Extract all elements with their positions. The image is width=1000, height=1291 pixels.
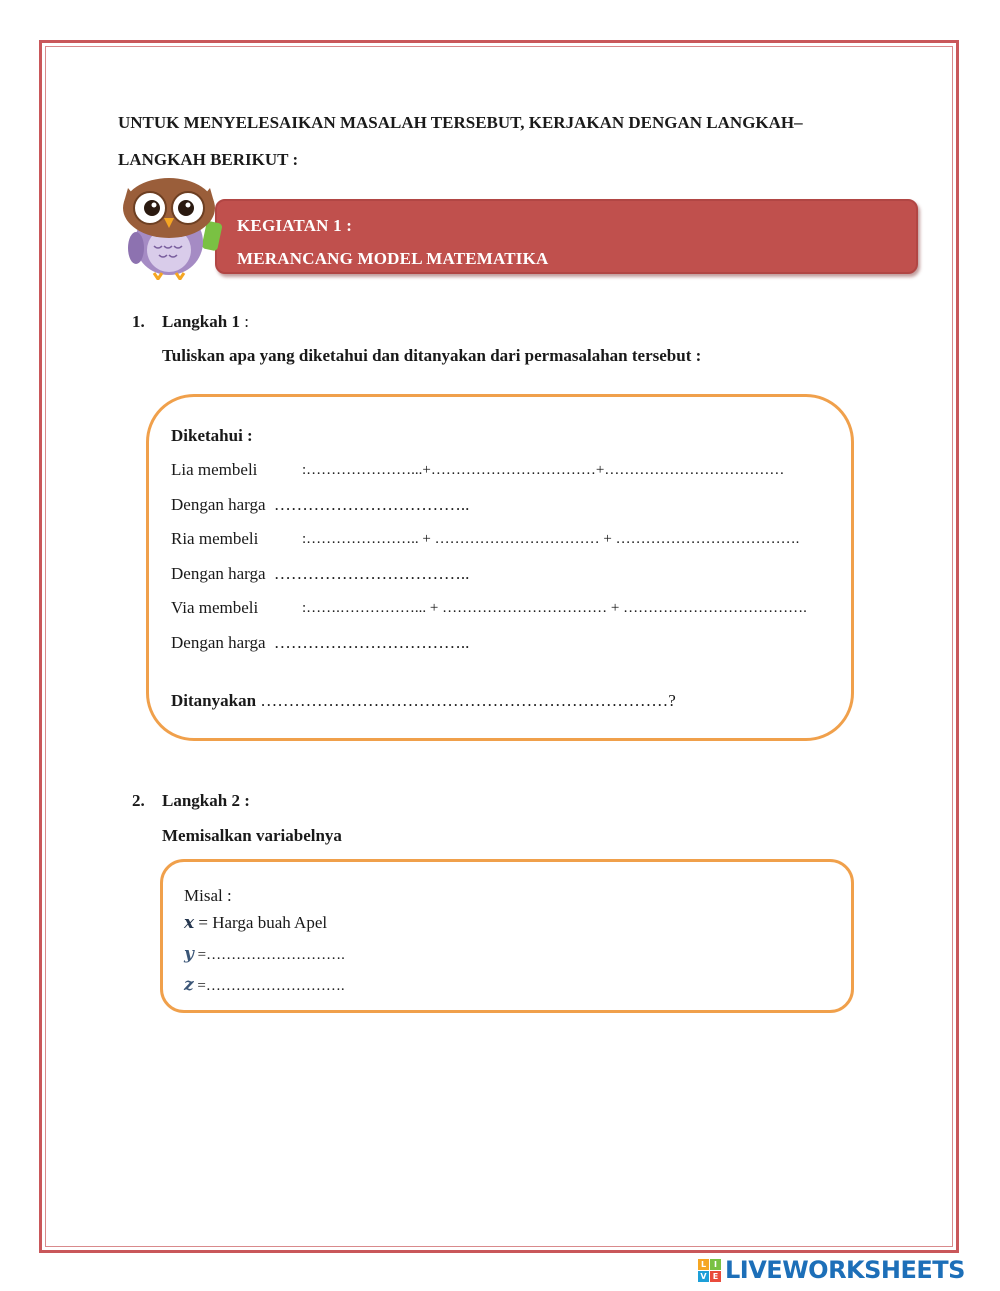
known-row-label: Via membeli [171, 598, 259, 617]
activity-title: MERANCANG MODEL MATEMATIKA [237, 249, 549, 268]
step-1-title-wrap [162, 312, 249, 332]
known-row [171, 495, 469, 515]
logo-letter: L [698, 1259, 709, 1270]
known-row [171, 633, 469, 653]
brand-name: LIVEWORKSHEETS [725, 1256, 965, 1284]
known-row-label: Dengan harga [171, 495, 266, 514]
activity-number: KEGIATAN 1 : [237, 216, 353, 235]
known-row-label: Dengan harga [171, 633, 266, 652]
answer-blank[interactable]: …………………………….. [273, 633, 470, 652]
step-1-title-suffix: : [239, 312, 249, 331]
intro-line-1: UNTUK MENYELESAIKAN MASALAH TERSEBUT, KERJAKAN DENGAN LANGKAH– [118, 113, 803, 132]
intro-line-2: LANGKAH BERIKUT : [118, 150, 299, 169]
known-row [171, 564, 469, 584]
variable-symbol: z [184, 975, 194, 995]
logo-letter: I [710, 1259, 721, 1270]
variable-answer-blank[interactable]: =………………………. [193, 947, 345, 963]
step-2-instruction [162, 826, 342, 846]
step-1-instruction-text: Tuliskan apa yang diketahui dan ditanyakan dari permasalahan tersebut : [162, 346, 702, 365]
intro-instruction [118, 104, 918, 178]
known-heading-text: Diketahui : [171, 426, 253, 445]
liveworksheets-logo-icon [698, 1259, 721, 1282]
activity-banner [215, 199, 918, 274]
known-row-label: Lia membeli [171, 460, 258, 479]
answer-blank[interactable]: …………………………….. [273, 495, 470, 514]
step-1-heading [132, 312, 832, 336]
answer-blank[interactable]: :………………….. + …………………………… + ………………………………. [302, 531, 800, 547]
logo-letter: E [710, 1271, 721, 1282]
logo-letter: V [698, 1271, 709, 1282]
liveworksheets-brand[interactable] [698, 1255, 965, 1285]
known-row-label: Dengan harga [171, 564, 266, 583]
variable-symbol: y [184, 944, 194, 964]
asked-row [171, 691, 676, 711]
known-row [171, 460, 785, 480]
known-row [171, 529, 800, 549]
answer-blank[interactable]: …………………………….. [273, 564, 470, 583]
known-row-label: Ria membeli [171, 529, 259, 548]
answer-blank[interactable]: :…………………...+……………………………+……………………………… [302, 462, 785, 478]
step-2-title: Langkah 2 : [162, 791, 250, 810]
variable-row [184, 975, 345, 995]
owl-mascot-icon [114, 176, 224, 280]
variables-heading: Misal : [184, 886, 232, 905]
step-1-title: Langkah 1 [162, 312, 240, 331]
variable-answer-blank[interactable]: =………………………. [193, 978, 345, 994]
known-heading [171, 426, 253, 446]
step-2-heading [132, 791, 832, 815]
known-row [171, 598, 807, 618]
answer-blank[interactable]: :…….……………... + …………………………… + ………………………………. [302, 600, 807, 616]
step-1-instruction [162, 346, 701, 366]
variable-symbol: x [184, 913, 195, 933]
step-1-number: 1. [132, 312, 145, 331]
variable-definition: = Harga buah Apel [194, 913, 328, 932]
asked-label: Ditanyakan [171, 691, 257, 710]
variable-row [184, 913, 327, 933]
asked-answer-blank[interactable]: ………………………………………………………………? [256, 691, 676, 710]
variable-row [184, 944, 345, 964]
step-2-number: 2. [132, 791, 145, 810]
step-2-instruction-text: Memisalkan variabelnya [162, 826, 342, 845]
